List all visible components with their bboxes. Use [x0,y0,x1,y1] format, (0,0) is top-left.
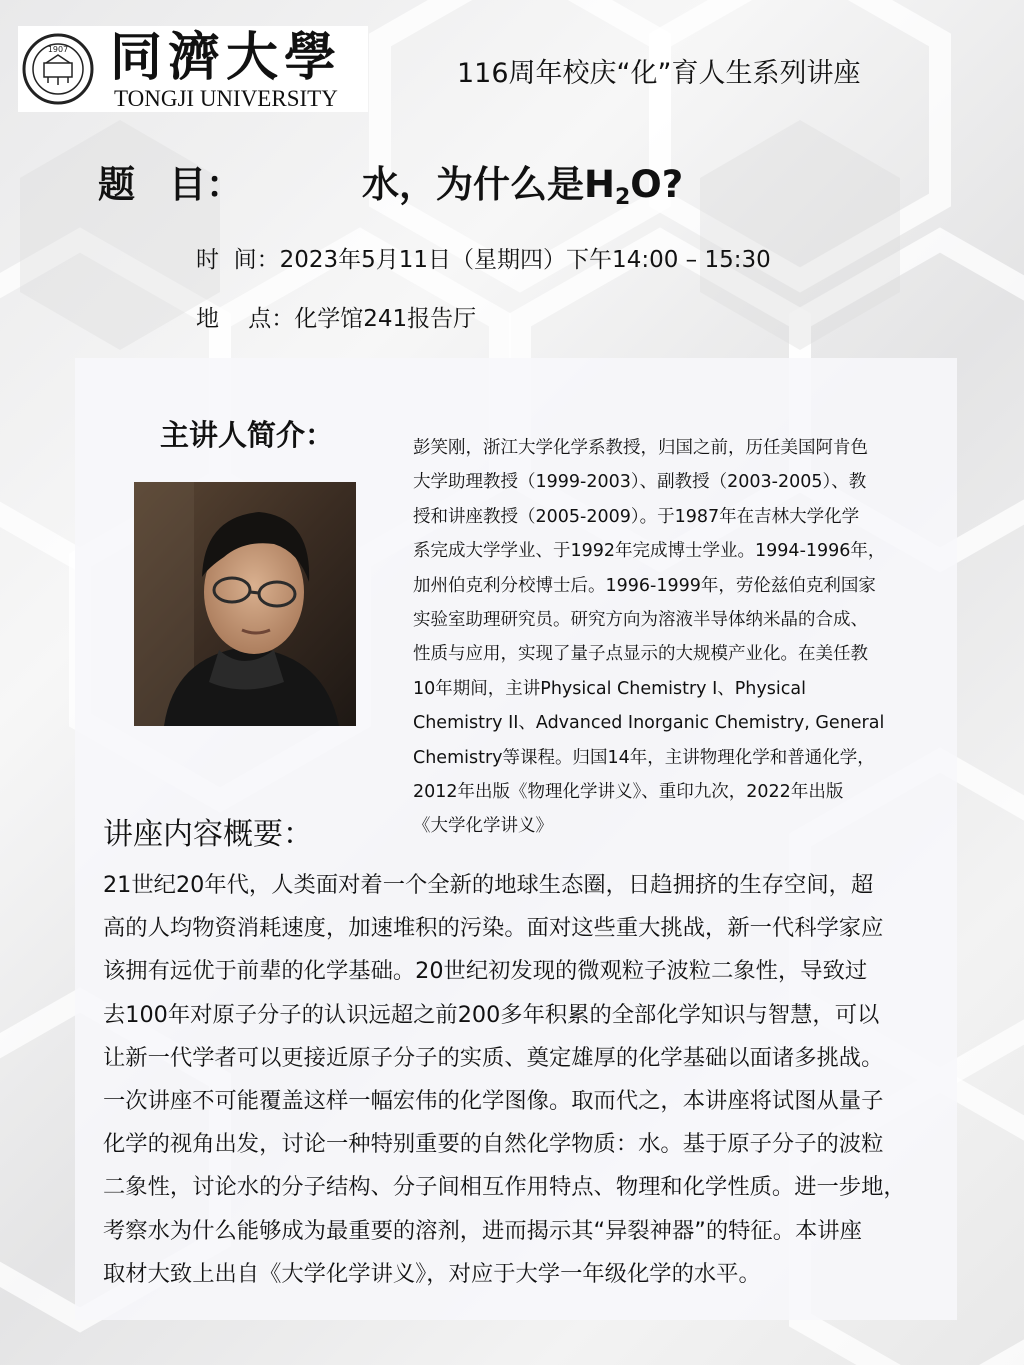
topic-label [98,160,243,210]
bio-line: 10年期间，主讲Physical Chemistry I、Physical [413,678,806,699]
summary-line: 去100年对原子分子的认识远超之前200多年积累的全部化学知识与智慧，可以 [103,1001,880,1028]
place-label: 地 点： [196,306,295,332]
bio-line: 加州伯克利分校博士后。1996-1999年，劳伦兹伯克利国家 [413,575,876,596]
bio-line: Chemistry等课程。归国14年，主讲物理化学和普通化学， [413,747,875,768]
bio-line: 大学助理教授（1999-2003）、副教授（2003-2005）、教 [413,472,867,493]
bio-line: 实验室助理研究员。研究方向为溶液半导体纳米晶的合成、 [413,610,868,631]
university-logo [18,26,368,112]
bio-line: 彭笑刚，浙江大学化学系教授，归国之前，历任美国阿肯色 [413,438,868,458]
topic-label-part1: 题 [98,163,135,206]
speaker-photo [134,482,356,726]
summary-body [103,864,963,1296]
bio-line: 系完成大学学业、于1992年完成博士学业。1994-1996年， [413,541,886,562]
topic-title-main: 水，为什么是H [362,163,615,206]
summary-line: 二象性，讨论水的分子结构、分子间相互作用特点、物理和化学性质。进一步地， [103,1174,906,1201]
university-seal-icon [22,33,94,105]
summary-line: 化学的视角出发，讨论一种特别重要的自然化学物质：水。基于原子分子的波粒 [103,1131,884,1158]
summary-line: 考察水为什么能够成为最重要的溶剂，进而揭示其“异裂神器”的特征。本讲座 [103,1217,862,1244]
place-value: 化学馆241报告厅 [294,306,477,332]
bio-line: Chemistry II、Advanced Inorganic Chemistry, General [413,713,885,734]
logo-english-name: TONGJI UNIVERSITY [114,86,338,111]
topic-title-end: O? [630,163,684,206]
time-row [196,243,771,277]
summary-line: 一次讲座不可能覆盖这样一幅宏伟的化学图像。取而代之，本讲座将试图从量子 [103,1088,884,1115]
summary-line: 取材大致上出自《大学化学讲义》，对应于大学一年级化学的水平。 [103,1260,761,1287]
place-row [196,302,476,336]
speaker-heading: 主讲人简介： [160,418,335,452]
time-value: 2023年5月11日（星期四）下午14:00 – 15:30 [279,247,771,273]
bio-line: 2012年出版《物理化学讲义》、重印九次，2022年出版 [413,782,844,803]
topic-title [362,160,683,223]
summary-heading: 讲座内容概要： [103,817,313,852]
summary-line: 高的人均物资消耗速度，加速堆积的污染。面对这些重大挑战，新一代科学家应 [103,915,884,942]
time-label: 时 间： [196,247,280,273]
summary-line: 该拥有远优于前辈的化学基础。20世纪初发现的微观粒子波粒二象性，导致过 [103,958,868,985]
topic-title-subscript: 2 [614,185,631,210]
summary-line: 让新一代学者可以更接近原子分子的实质、奠定雄厚的化学基础以面诸多挑战。 [103,1044,884,1071]
bio-line: 授和讲座教授（2005-2009）。于1987年在吉林大学化学 [413,506,860,527]
seal-year: 1907 [47,45,69,54]
series-title: 116周年校庆“化”育人生系列讲座 [457,58,861,89]
bio-line: 性质与应用，实现了量子点显示的大规模产业化。在美任教 [413,644,868,665]
summary-line: 21世纪20年代，人类面对着一个全新的地球生态圈，日趋拥挤的生存空间，超 [103,872,874,898]
topic-label-part2: 目： [169,163,243,206]
logo-chinese-name: 同濟大學 [110,27,343,88]
bio-line: 《大学化学讲义》 [413,816,553,837]
speaker-bio [413,431,933,844]
